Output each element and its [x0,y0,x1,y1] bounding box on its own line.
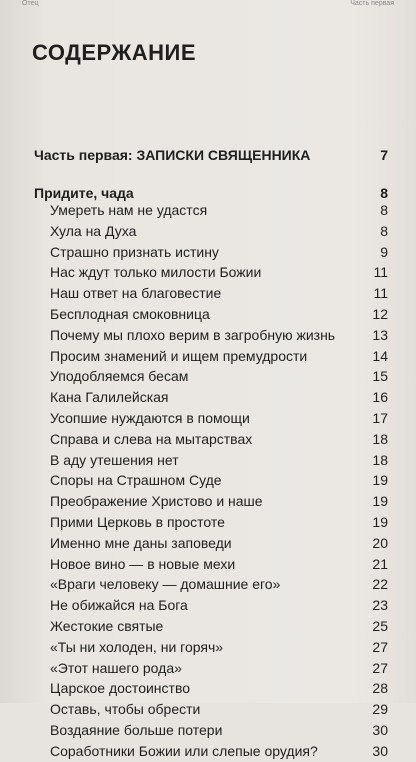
toc-item-page: 23 [372,597,388,614]
toc-item [0,594,416,616]
toc-item-page: 9 [380,243,388,260]
toc-item-page: 8 [380,222,388,239]
toc-item-title: Прими Церковь в простоте [50,514,225,530]
toc-item-title: Наш ответ на благовестие [50,285,222,302]
toc-item [0,345,416,367]
toc-item [0,573,416,595]
toc-item [0,677,416,699]
toc-item [0,657,416,679]
toc-item [0,324,416,346]
toc-item-title: «Ты ни холоден, ни горяч» [50,638,224,655]
toc-item-title: «Этот нашего рода» [50,659,182,676]
toc-item-title: Споры на Страшном Суде [50,472,222,489]
toc-item-page: 27 [372,638,388,655]
toc-item-title: Усопшие нуждаются в помощи [50,410,250,426]
toc-item-title: «Враги человеку — домашние его» [50,576,281,593]
toc-item [0,532,416,554]
running-head-left: Отец [22,0,39,7]
running-head-right: Часть первая [350,0,394,7]
toc-item-title: Уподобляемся бесам [50,368,189,385]
toc-item [0,740,416,762]
toc-item [0,469,416,491]
toc-item-page: 17 [372,410,388,426]
toc-item [0,199,416,221]
toc-item-title: Оставь, чтобы обрести [50,701,201,718]
toc-item-title: Воздаяние больше потери [50,722,223,738]
toc-section-page: 8 [380,185,388,201]
toc-item-title: Новое вино — в новые мехи [50,555,236,572]
toc-item-title: В аду утешения нет [50,451,179,468]
toc-item-page: 22 [372,576,388,593]
toc-item-page: 15 [372,368,388,385]
toc-item [0,386,416,408]
toc-item-page: 19 [372,472,388,489]
toc-item [0,615,416,637]
toc-item [0,719,416,741]
toc-item-title: Соработники Божии или слепые орудия? [50,742,318,759]
toc-item-title: Просим знамений и ищем премудрости [50,347,308,364]
toc-item-page: 8 [380,202,388,218]
toc-item-title: Не обижайся на Бога [50,597,188,614]
toc-item-page: 27 [372,659,388,676]
toc-item-title: Преображение Христово и наше [50,493,263,510]
toc-item-page: 16 [372,389,388,406]
toc-item-page: 18 [372,451,388,468]
toc-item-title: Жестокие святые [50,618,164,634]
toc-item-page: 19 [372,493,388,510]
toc-item-page: 19 [372,514,388,530]
toc-item-page: 11 [373,285,388,302]
toc-item [0,303,416,325]
toc-item [0,241,416,263]
toc-item-title: Царское достоинство [50,680,191,697]
toc-item-page: 18 [372,430,388,447]
toc-item-title: Справа и слева на мытарствах [50,430,253,447]
toc-part-entry [0,144,416,166]
toc-item-page: 30 [372,722,388,738]
page-title: СОДЕРЖАНИЕ [32,40,197,65]
toc-item [0,511,416,533]
toc-item [0,490,416,512]
toc-section-title: Придите, чада [34,185,134,201]
toc-item-page: 14 [372,347,388,364]
toc-item [0,261,416,283]
toc-item-title: Кана Галилейская [50,389,169,406]
toc-item-title: Страшно признать истину [50,243,219,260]
toc-item-page: 30 [372,742,388,759]
toc-item-page: 20 [372,534,388,551]
toc-item [0,220,416,242]
toc-item-page: 13 [372,326,388,343]
toc-item-page: 28 [372,680,388,697]
running-head [0,0,416,8]
toc-item-page: 11 [373,264,388,281]
toc-item-title: Почему мы плохо верим в загробную жизнь [50,326,336,343]
toc-item-page: 29 [372,701,388,718]
toc-item-page: 21 [372,555,388,572]
toc-item [0,428,416,450]
toc-item-title: Умереть нам не удастся [50,202,208,218]
toc-part-title: Часть первая: ЗАПИСКИ СВЯЩЕННИКА [34,147,311,163]
toc-item [0,698,416,720]
toc-item [0,636,416,658]
toc-item-page: 25 [372,618,388,634]
toc-item-title: Бесплодная смоковница [50,306,210,322]
toc-item-title: Нас ждут только милости Божии [50,264,262,281]
toc-item [0,282,416,304]
toc-item-title: Именно мне даны заповеди [50,534,232,551]
toc-item [0,449,416,471]
toc-item [0,407,416,429]
toc-item-title: Хула на Духа [50,222,137,239]
toc-item-page: 12 [372,306,388,322]
toc-item [0,365,416,387]
toc-part-page: 7 [380,147,388,163]
toc-item [0,553,416,575]
